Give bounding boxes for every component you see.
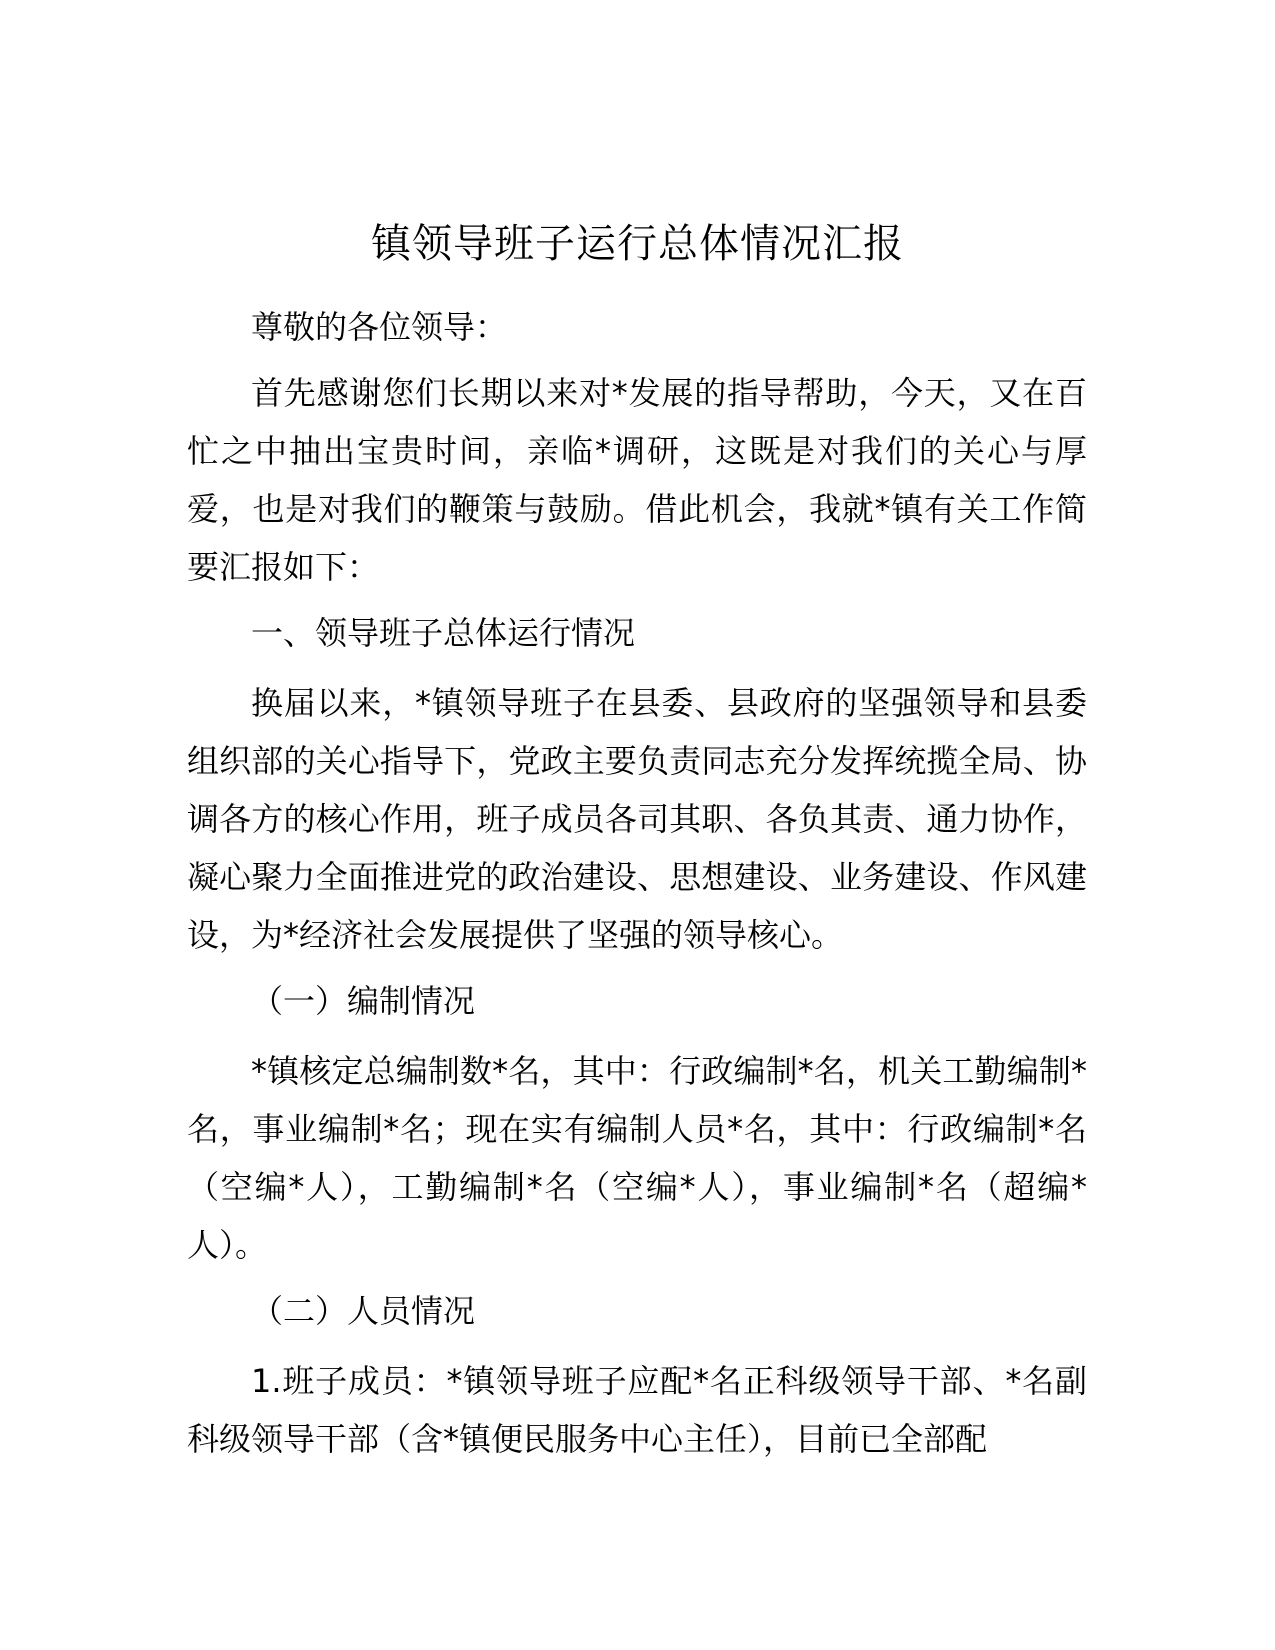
subsection-heading-2: （二）人员情况: [251, 1292, 476, 1330]
section-heading-1: 一、领导班子总体运行情况: [251, 614, 636, 652]
document-body: [187, 298, 1087, 1476]
section-1-paragraph: 换届以来，*镇领导班子在县委、县政府的坚强领导和县委组织部的关心指导下，党政主要负责同志充分发挥统揽全局、协调各方的核心作用，班子成员各司其职、各负其责、通力协作，凝心聚力全面推进党的政治建设、思想建设、业务建设、作风建设，为*经济社会发展提供了坚强的领导核心。: [187, 684, 1087, 954]
subsection-heading-1: （一）编制情况: [251, 982, 476, 1020]
salutation: 尊敬的各位领导：: [251, 308, 508, 346]
intro-paragraph: 首先感谢您们长期以来对*发展的指导帮助，今天，又在百忙之中抽出宝贵时间，亲临*调研，这既是对我们的关心与厚爱，也是对我们的鞭策与鼓励。借此机会，我就*镇有关工作简要汇报如下：: [187, 374, 1087, 586]
personnel-paragraph: 1.班子成员：*镇领导班子应配*名正科级领导干部、*名副科级领导干部（含*镇便民服务中心主任），目前已全部配: [187, 1362, 1087, 1458]
document-title: 镇领导班子运行总体情况汇报: [371, 221, 904, 267]
staffing-paragraph: *镇核定总编制数*名，其中：行政编制*名，机关工勤编制*名，事业编制*名；现在实有编制人员*名，其中：行政编制*名（空编*人），工勤编制*名（空编*人），事业编制*名（超编*人）。: [187, 1052, 1087, 1264]
